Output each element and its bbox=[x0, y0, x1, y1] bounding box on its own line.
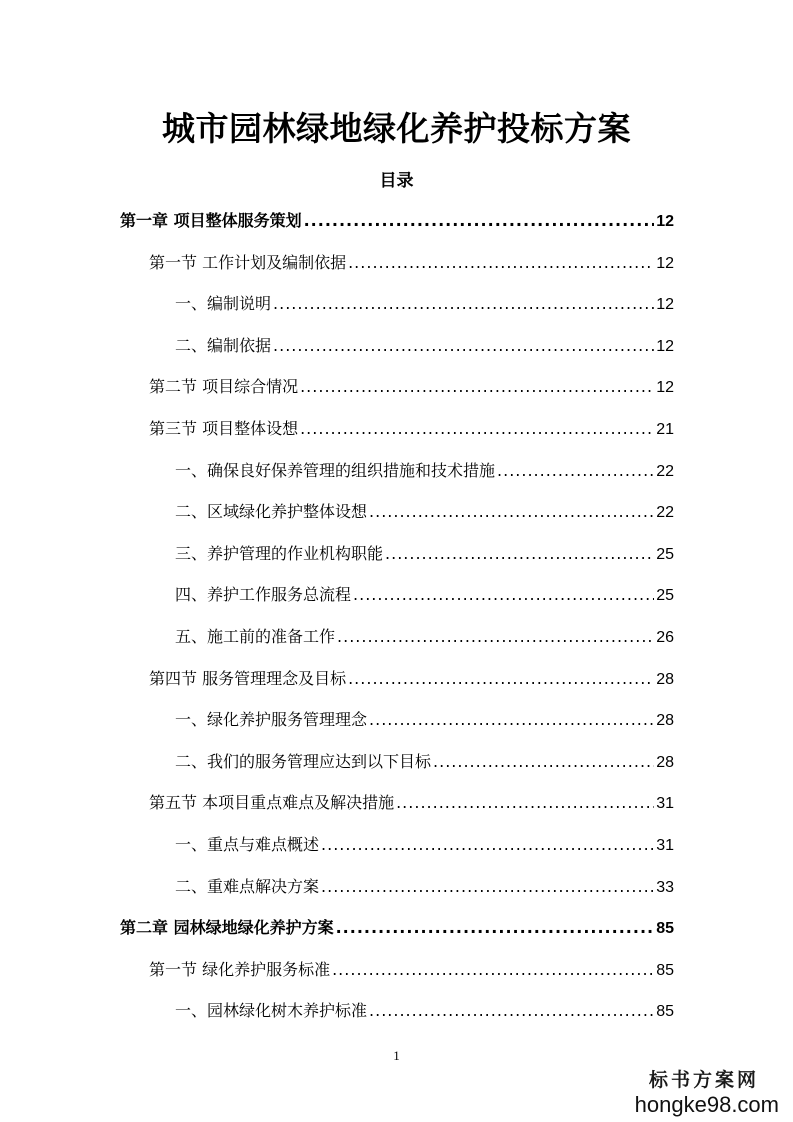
watermark bbox=[619, 1068, 779, 1118]
toc-entry-title: 一、绿化养护服务管理理念 bbox=[175, 710, 368, 729]
toc-entry[interactable] bbox=[149, 790, 674, 816]
toc-entry-page: 31 bbox=[656, 837, 674, 854]
toc-entry-title: 第一章 项目整体服务策划 bbox=[120, 211, 302, 230]
toc-dot-leader bbox=[337, 624, 654, 650]
toc-entry-title: 第三节 项目整体设想 bbox=[149, 419, 299, 438]
toc-dot-leader bbox=[300, 416, 654, 442]
toc-entry[interactable] bbox=[149, 374, 674, 400]
toc-dot-leader bbox=[369, 499, 654, 525]
toc-entry-title: 第一节 绿化养护服务标准 bbox=[149, 960, 331, 979]
page-number: 1 bbox=[393, 1048, 400, 1063]
toc-entry[interactable] bbox=[149, 957, 674, 983]
toc-entry-title: 四、养护工作服务总流程 bbox=[175, 585, 352, 604]
toc-entry-page: 31 bbox=[656, 795, 674, 812]
toc-entry-title: 第二章 园林绿地绿化养护方案 bbox=[120, 918, 334, 937]
toc-entry-page: 25 bbox=[656, 587, 674, 604]
toc-entry-page: 21 bbox=[656, 421, 674, 438]
toc-entry[interactable] bbox=[149, 666, 674, 692]
toc-entry-title: 第四节 服务管理理念及目标 bbox=[149, 669, 347, 688]
toc-entry[interactable] bbox=[175, 998, 674, 1024]
toc-entry[interactable] bbox=[175, 582, 674, 608]
toc-dot-leader bbox=[336, 915, 655, 941]
toc-entry-title: 一、重点与难点概述 bbox=[175, 835, 320, 854]
toc-entry-page: 12 bbox=[656, 338, 674, 355]
toc-dot-leader bbox=[369, 707, 654, 733]
toc-entry-page: 28 bbox=[656, 754, 674, 771]
toc-entry-title: 二、重难点解决方案 bbox=[175, 877, 320, 896]
toc-dot-leader bbox=[300, 374, 654, 400]
toc-entry-page: 22 bbox=[656, 504, 674, 521]
toc-entry-title: 第五节 本项目重点难点及解决措施 bbox=[149, 793, 395, 812]
toc-entry[interactable] bbox=[120, 915, 674, 941]
toc-entry[interactable] bbox=[120, 208, 674, 234]
toc-dot-leader bbox=[321, 874, 654, 900]
toc-entry-title: 第一节 工作计划及编制依据 bbox=[149, 253, 347, 272]
toc-entry[interactable] bbox=[175, 291, 674, 317]
toc-entry-title: 二、我们的服务管理应达到以下目标 bbox=[175, 752, 432, 771]
toc-dot-leader bbox=[348, 666, 654, 692]
toc-entry[interactable] bbox=[175, 541, 674, 567]
toc-dot-leader bbox=[353, 582, 654, 608]
toc-dot-leader bbox=[273, 333, 654, 359]
toc-entry[interactable] bbox=[175, 707, 674, 733]
toc-entry[interactable] bbox=[149, 250, 674, 276]
toc-entry-title: 五、施工前的准备工作 bbox=[175, 627, 336, 646]
toc-entry-page: 85 bbox=[656, 920, 674, 937]
toc-entry[interactable] bbox=[175, 832, 674, 858]
toc-entry-title: 一、园林绿化树木养护标准 bbox=[175, 1001, 368, 1020]
document-title: 城市园林绿地绿化养护投标方案 bbox=[162, 109, 631, 148]
toc-entry-title: 二、编制依据 bbox=[175, 336, 272, 355]
toc-entry[interactable] bbox=[175, 333, 674, 359]
toc-entry-page: 25 bbox=[656, 546, 674, 563]
toc-entry-title: 三、养护管理的作业机构职能 bbox=[175, 544, 384, 563]
toc-dot-leader bbox=[304, 208, 655, 234]
watermark-url: hongke98.com bbox=[634, 1092, 779, 1117]
toc-entry-page: 85 bbox=[656, 962, 674, 979]
toc-entry-title: 二、区域绿化养护整体设想 bbox=[175, 502, 368, 521]
toc-entry-page: 12 bbox=[656, 379, 674, 396]
toc-dot-leader bbox=[385, 541, 654, 567]
toc-entry-page: 33 bbox=[656, 879, 674, 896]
toc-entry-title: 第二节 项目综合情况 bbox=[149, 377, 299, 396]
toc-entry-page: 22 bbox=[656, 463, 674, 480]
toc-entry[interactable] bbox=[149, 416, 674, 442]
toc-dot-leader bbox=[348, 250, 654, 276]
toc-dot-leader bbox=[332, 957, 654, 983]
toc-entry[interactable] bbox=[175, 749, 674, 775]
toc-dot-leader bbox=[369, 998, 654, 1024]
toc-entry-page: 26 bbox=[656, 629, 674, 646]
toc-entry-page: 85 bbox=[656, 1003, 674, 1020]
toc-entry-title: 一、确保良好保养管理的组织措施和技术措施 bbox=[175, 461, 496, 480]
toc-dot-leader bbox=[396, 790, 654, 816]
toc-entry-page: 28 bbox=[656, 712, 674, 729]
toc-entry-page: 12 bbox=[656, 296, 674, 313]
toc-entry-page: 12 bbox=[656, 213, 674, 230]
toc-dot-leader bbox=[321, 832, 654, 858]
toc-entry-page: 28 bbox=[656, 671, 674, 688]
toc-entry[interactable] bbox=[175, 458, 674, 484]
toc-dot-leader bbox=[433, 749, 654, 775]
toc-heading: 目录 bbox=[379, 171, 414, 191]
toc-entry[interactable] bbox=[175, 624, 674, 650]
toc-dot-leader bbox=[273, 291, 654, 317]
toc-entry[interactable] bbox=[175, 874, 674, 900]
toc-entry[interactable] bbox=[175, 499, 674, 525]
toc-entry-page: 12 bbox=[656, 255, 674, 272]
watermark-text: 标书方案网 bbox=[648, 1069, 759, 1091]
toc-dot-leader bbox=[497, 458, 654, 484]
toc-entry-title: 一、编制说明 bbox=[175, 294, 272, 313]
